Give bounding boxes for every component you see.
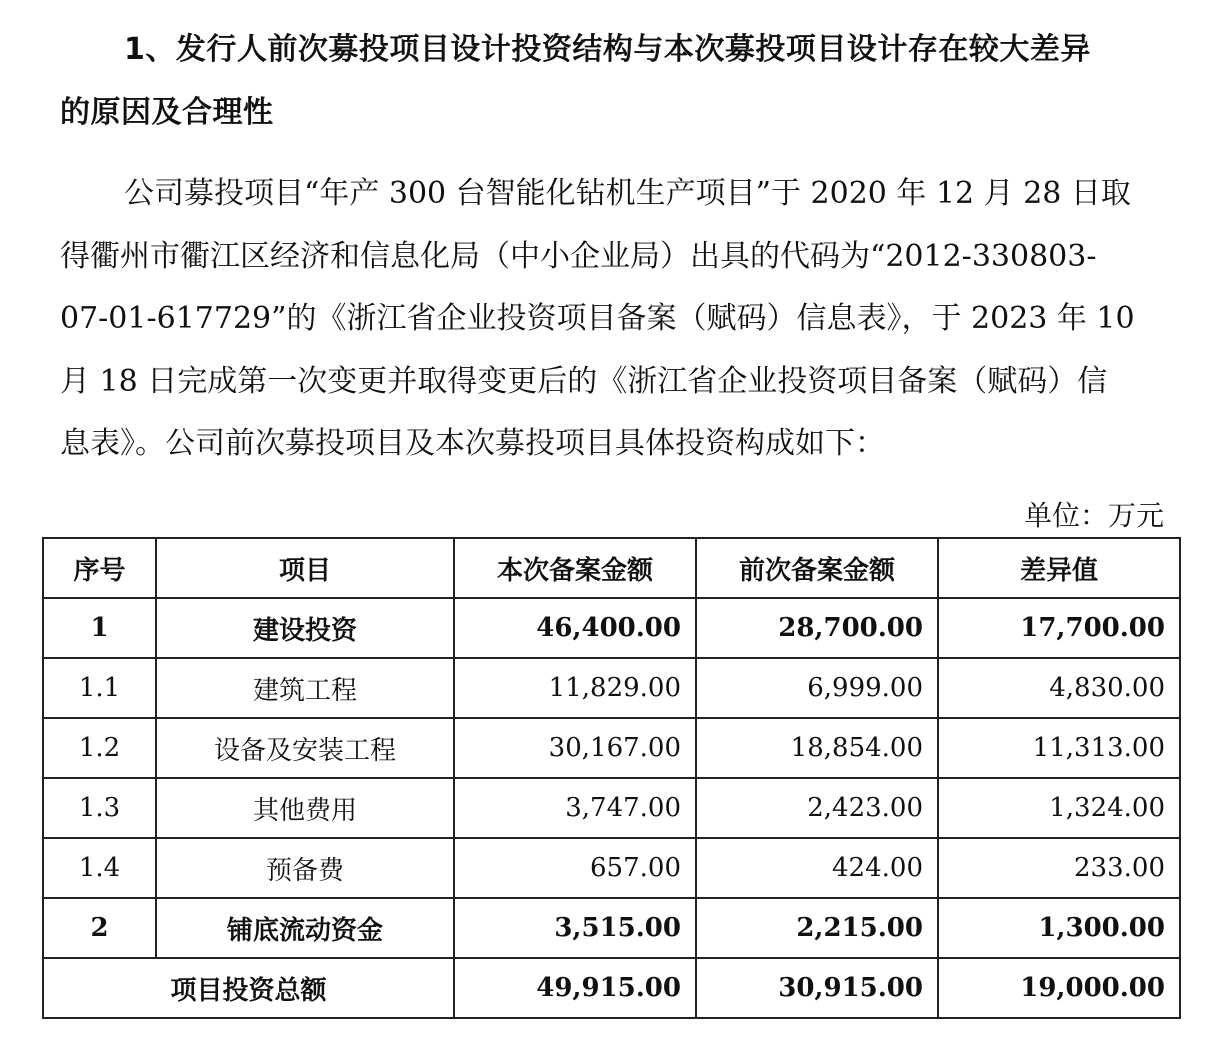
header-current-amount: 本次备案金额 xyxy=(454,538,696,598)
cell-previous: 2,423.00 xyxy=(696,778,938,838)
table-row xyxy=(43,718,1180,778)
cell-previous: 2,215.00 xyxy=(696,898,938,958)
cell-diff: 1,324.00 xyxy=(938,778,1180,838)
paragraph-line: 息表》。公司前次募投项目及本次募投项目具体投资构成如下： xyxy=(60,426,885,461)
table-row xyxy=(43,898,1180,958)
cell-previous: 6,999.00 xyxy=(696,658,938,718)
paragraph-line: 公司募投项目“年产 300 台智能化钻机生产项目”于 2020 年 12 月 28 日取 xyxy=(124,176,1131,211)
cell-current: 657.00 xyxy=(454,838,696,898)
heading-line-2: 的原因及合理性 xyxy=(60,95,274,130)
cell-no: 1.1 xyxy=(43,658,156,718)
table-row xyxy=(43,658,1180,718)
total-diff: 19,000.00 xyxy=(938,958,1180,1018)
cell-item: 其他费用 xyxy=(156,778,454,838)
body-paragraph xyxy=(60,163,1164,476)
table-header-row xyxy=(43,538,1180,598)
paragraph-line: 月 18 日完成第一次变更并取得变更后的《浙江省企业投资项目备案（赋码）信 xyxy=(60,363,1108,399)
table-row xyxy=(43,838,1180,898)
total-previous: 30,915.00 xyxy=(696,958,938,1018)
cell-item: 预备费 xyxy=(156,838,454,898)
cell-previous: 18,854.00 xyxy=(696,718,938,778)
cell-previous: 28,700.00 xyxy=(696,598,938,658)
header-previous-amount: 前次备案金额 xyxy=(696,538,938,598)
cell-no: 1.2 xyxy=(43,718,156,778)
cell-current: 11,829.00 xyxy=(454,658,696,718)
cell-diff: 11,313.00 xyxy=(938,718,1180,778)
table-row xyxy=(43,598,1180,658)
cell-current: 30,167.00 xyxy=(454,718,696,778)
header-difference: 差异值 xyxy=(938,538,1180,598)
cell-item: 建筑工程 xyxy=(156,658,454,718)
cell-no: 1.4 xyxy=(43,838,156,898)
paragraph-line: 得衢州市衢江区经济和信息化局（中小企业局）出具的代码为“2012-330803- xyxy=(60,238,1097,274)
paragraph-line: 07-01-617729”的《浙江省企业投资项目备案（赋码）信息表》，于 2023 年 10 xyxy=(60,301,1135,336)
section-heading xyxy=(60,18,1170,144)
cell-previous: 424.00 xyxy=(696,838,938,898)
cell-current: 3,515.00 xyxy=(454,898,696,958)
cell-item: 设备及安装工程 xyxy=(156,718,454,778)
header-item: 项目 xyxy=(156,538,454,598)
cell-item: 建设投资 xyxy=(156,598,454,658)
table-row xyxy=(43,778,1180,838)
header-no: 序号 xyxy=(43,538,156,598)
unit-label: 单位：万元 xyxy=(1023,499,1164,532)
table-total-row xyxy=(43,958,1180,1018)
cell-no: 1 xyxy=(43,598,156,658)
cell-current: 46,400.00 xyxy=(454,598,696,658)
cell-diff: 4,830.00 xyxy=(938,658,1180,718)
cell-diff: 233.00 xyxy=(938,838,1180,898)
heading-line-1: 1、发行人前次募投项目设计投资结构与本次募投项目设计存在较大差异 xyxy=(124,32,1091,67)
cell-no: 2 xyxy=(43,898,156,958)
total-current: 49,915.00 xyxy=(454,958,696,1018)
cell-current: 3,747.00 xyxy=(454,778,696,838)
cell-item: 铺底流动资金 xyxy=(156,898,454,958)
cell-no: 1.3 xyxy=(43,778,156,838)
total-label: 项目投资总额 xyxy=(43,958,454,1018)
cell-diff: 1,300.00 xyxy=(938,898,1180,958)
cell-diff: 17,700.00 xyxy=(938,598,1180,658)
investment-table xyxy=(42,537,1181,1019)
